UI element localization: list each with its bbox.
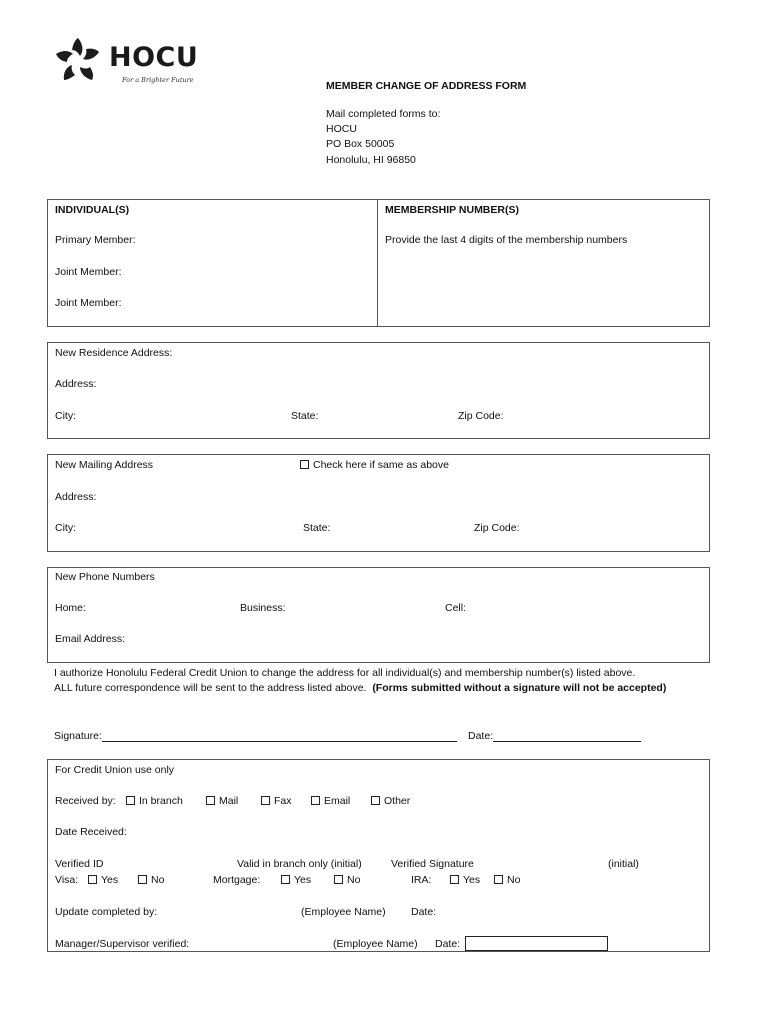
signature-label: Signature: (54, 730, 102, 742)
checkbox-icon[interactable] (334, 875, 343, 884)
phone-section (47, 567, 710, 663)
residence-section (47, 342, 710, 439)
mailing-heading: New Mailing Address (55, 459, 154, 471)
residence-city-field[interactable]: City: (55, 410, 76, 422)
logo-wordmark: HOCU (109, 42, 199, 73)
signature-date-field[interactable] (493, 731, 641, 742)
checkbox-icon[interactable] (261, 796, 270, 805)
mortgage-no-checkbox[interactable] (334, 874, 360, 886)
manager-verified-field[interactable]: Manager/Supervisor verified: (55, 938, 190, 950)
ira-yes-checkbox[interactable] (450, 874, 480, 886)
mail-address-line1: HOCU (326, 123, 357, 135)
manager-employee-name-label: (Employee Name) (333, 938, 418, 950)
same-as-above-label: Check here if same as above (313, 459, 449, 471)
mailing-section (47, 454, 710, 552)
residence-address-field[interactable]: Address: (55, 378, 97, 390)
yes-label: Yes (101, 874, 119, 886)
authorization-text: ALL future correspondence will be sent to the address listed above. (54, 682, 367, 694)
other-checkbox[interactable] (371, 795, 410, 807)
authorization-line2 (54, 682, 666, 694)
residence-state-field[interactable]: State: (291, 410, 319, 422)
signature-date-label: Date: (468, 730, 494, 742)
update-completed-by-field[interactable]: Update completed by: (55, 906, 158, 918)
yes-label: Yes (463, 874, 481, 886)
yes-label: Yes (294, 874, 312, 886)
mortgage-yes-checkbox[interactable] (281, 874, 311, 886)
received-by-label: Received by: (55, 795, 116, 807)
same-as-above-checkbox[interactable] (300, 459, 449, 471)
mail-checkbox[interactable] (206, 795, 238, 807)
membership-heading: MEMBERSHIP NUMBER(S) (385, 204, 519, 216)
hocu-logo (52, 34, 202, 86)
cell-phone-field[interactable]: Cell: (445, 602, 467, 614)
email-label: Email (324, 795, 351, 807)
individuals-section (47, 199, 710, 327)
flower-logo-icon (52, 34, 104, 86)
residence-zip-field[interactable]: Zip Code: (458, 410, 504, 422)
visa-no-checkbox[interactable] (138, 874, 164, 886)
logo-tagline: For a Brighter Future (122, 76, 194, 84)
checkbox-icon[interactable] (206, 796, 215, 805)
checkbox-icon[interactable] (126, 796, 135, 805)
signature-date-row (468, 730, 641, 742)
cu-use-heading: For Credit Union use only (55, 764, 175, 776)
in-branch-label: In branch (139, 795, 183, 807)
checkbox-icon[interactable] (300, 460, 309, 469)
checkbox-icon[interactable] (138, 875, 147, 884)
form-title: MEMBER CHANGE OF ADDRESS FORM (326, 80, 527, 92)
mail-address-line2: PO Box 50005 (326, 138, 395, 150)
verified-signature-label: Verified Signature (391, 858, 474, 870)
email-address-field[interactable]: Email Address: (55, 633, 126, 645)
mortgage-label: Mortgage: (213, 874, 261, 886)
authorization-line1: I authorize Honolulu Federal Credit Union to change the address for all individual(s) and membership number(s) listed above. (54, 667, 636, 679)
checkbox-icon[interactable] (311, 796, 320, 805)
mailing-city-field[interactable]: City: (55, 522, 76, 534)
date-received-field[interactable]: Date Received: (55, 826, 127, 838)
membership-numbers-field[interactable]: Provide the last 4 digits of the membership numbers (385, 234, 628, 246)
home-phone-field[interactable]: Home: (55, 602, 86, 614)
no-label: No (347, 874, 361, 886)
checkbox-icon[interactable] (281, 875, 290, 884)
verified-id-label: Verified ID (55, 858, 104, 870)
phone-heading: New Phone Numbers (55, 571, 155, 583)
fax-label: Fax (274, 795, 292, 807)
individuals-heading: INDIVIDUAL(S) (55, 204, 130, 216)
business-phone-field[interactable]: Business: (240, 602, 286, 614)
mailing-address-field[interactable]: Address: (55, 491, 97, 503)
no-label: No (507, 874, 521, 886)
checkbox-icon[interactable] (494, 875, 503, 884)
no-label: No (151, 874, 165, 886)
checkbox-icon[interactable] (88, 875, 97, 884)
in-branch-checkbox[interactable] (126, 795, 183, 807)
manager-date-input[interactable] (465, 936, 608, 951)
mail-address-line3: Honolulu, HI 96850 (326, 154, 416, 166)
mailing-zip-field[interactable]: Zip Code: (474, 522, 520, 534)
mailing-state-field[interactable]: State: (303, 522, 331, 534)
manager-date-label: Date: (435, 938, 461, 950)
other-label: Other (384, 795, 411, 807)
initial-label: (initial) (608, 858, 639, 870)
mail-intro: Mail completed forms to: (326, 108, 441, 120)
signature-row (54, 730, 457, 742)
visa-label: Visa: (55, 874, 79, 886)
email-checkbox[interactable] (311, 795, 350, 807)
mail-label: Mail (219, 795, 239, 807)
checkbox-icon[interactable] (371, 796, 380, 805)
checkbox-icon[interactable] (450, 875, 459, 884)
residence-heading: New Residence Address: (55, 347, 173, 359)
fax-checkbox[interactable] (261, 795, 292, 807)
valid-in-branch-label: Valid in branch only (initial) (237, 858, 362, 870)
update-date-field[interactable]: Date: (411, 906, 437, 918)
primary-member-field[interactable]: Primary Member: (55, 234, 136, 246)
update-employee-name-label: (Employee Name) (301, 906, 386, 918)
received-by-row (55, 795, 116, 807)
joint-member-field-2[interactable]: Joint Member: (55, 297, 122, 309)
signature-warning: (Forms submitted without a signature will not be accepted) (372, 682, 667, 694)
joint-member-field-1[interactable]: Joint Member: (55, 266, 122, 278)
ira-no-checkbox[interactable] (494, 874, 520, 886)
cu-use-section (47, 759, 710, 952)
signature-field[interactable] (102, 731, 457, 742)
visa-yes-checkbox[interactable] (88, 874, 118, 886)
ira-label: IRA: (411, 874, 432, 886)
